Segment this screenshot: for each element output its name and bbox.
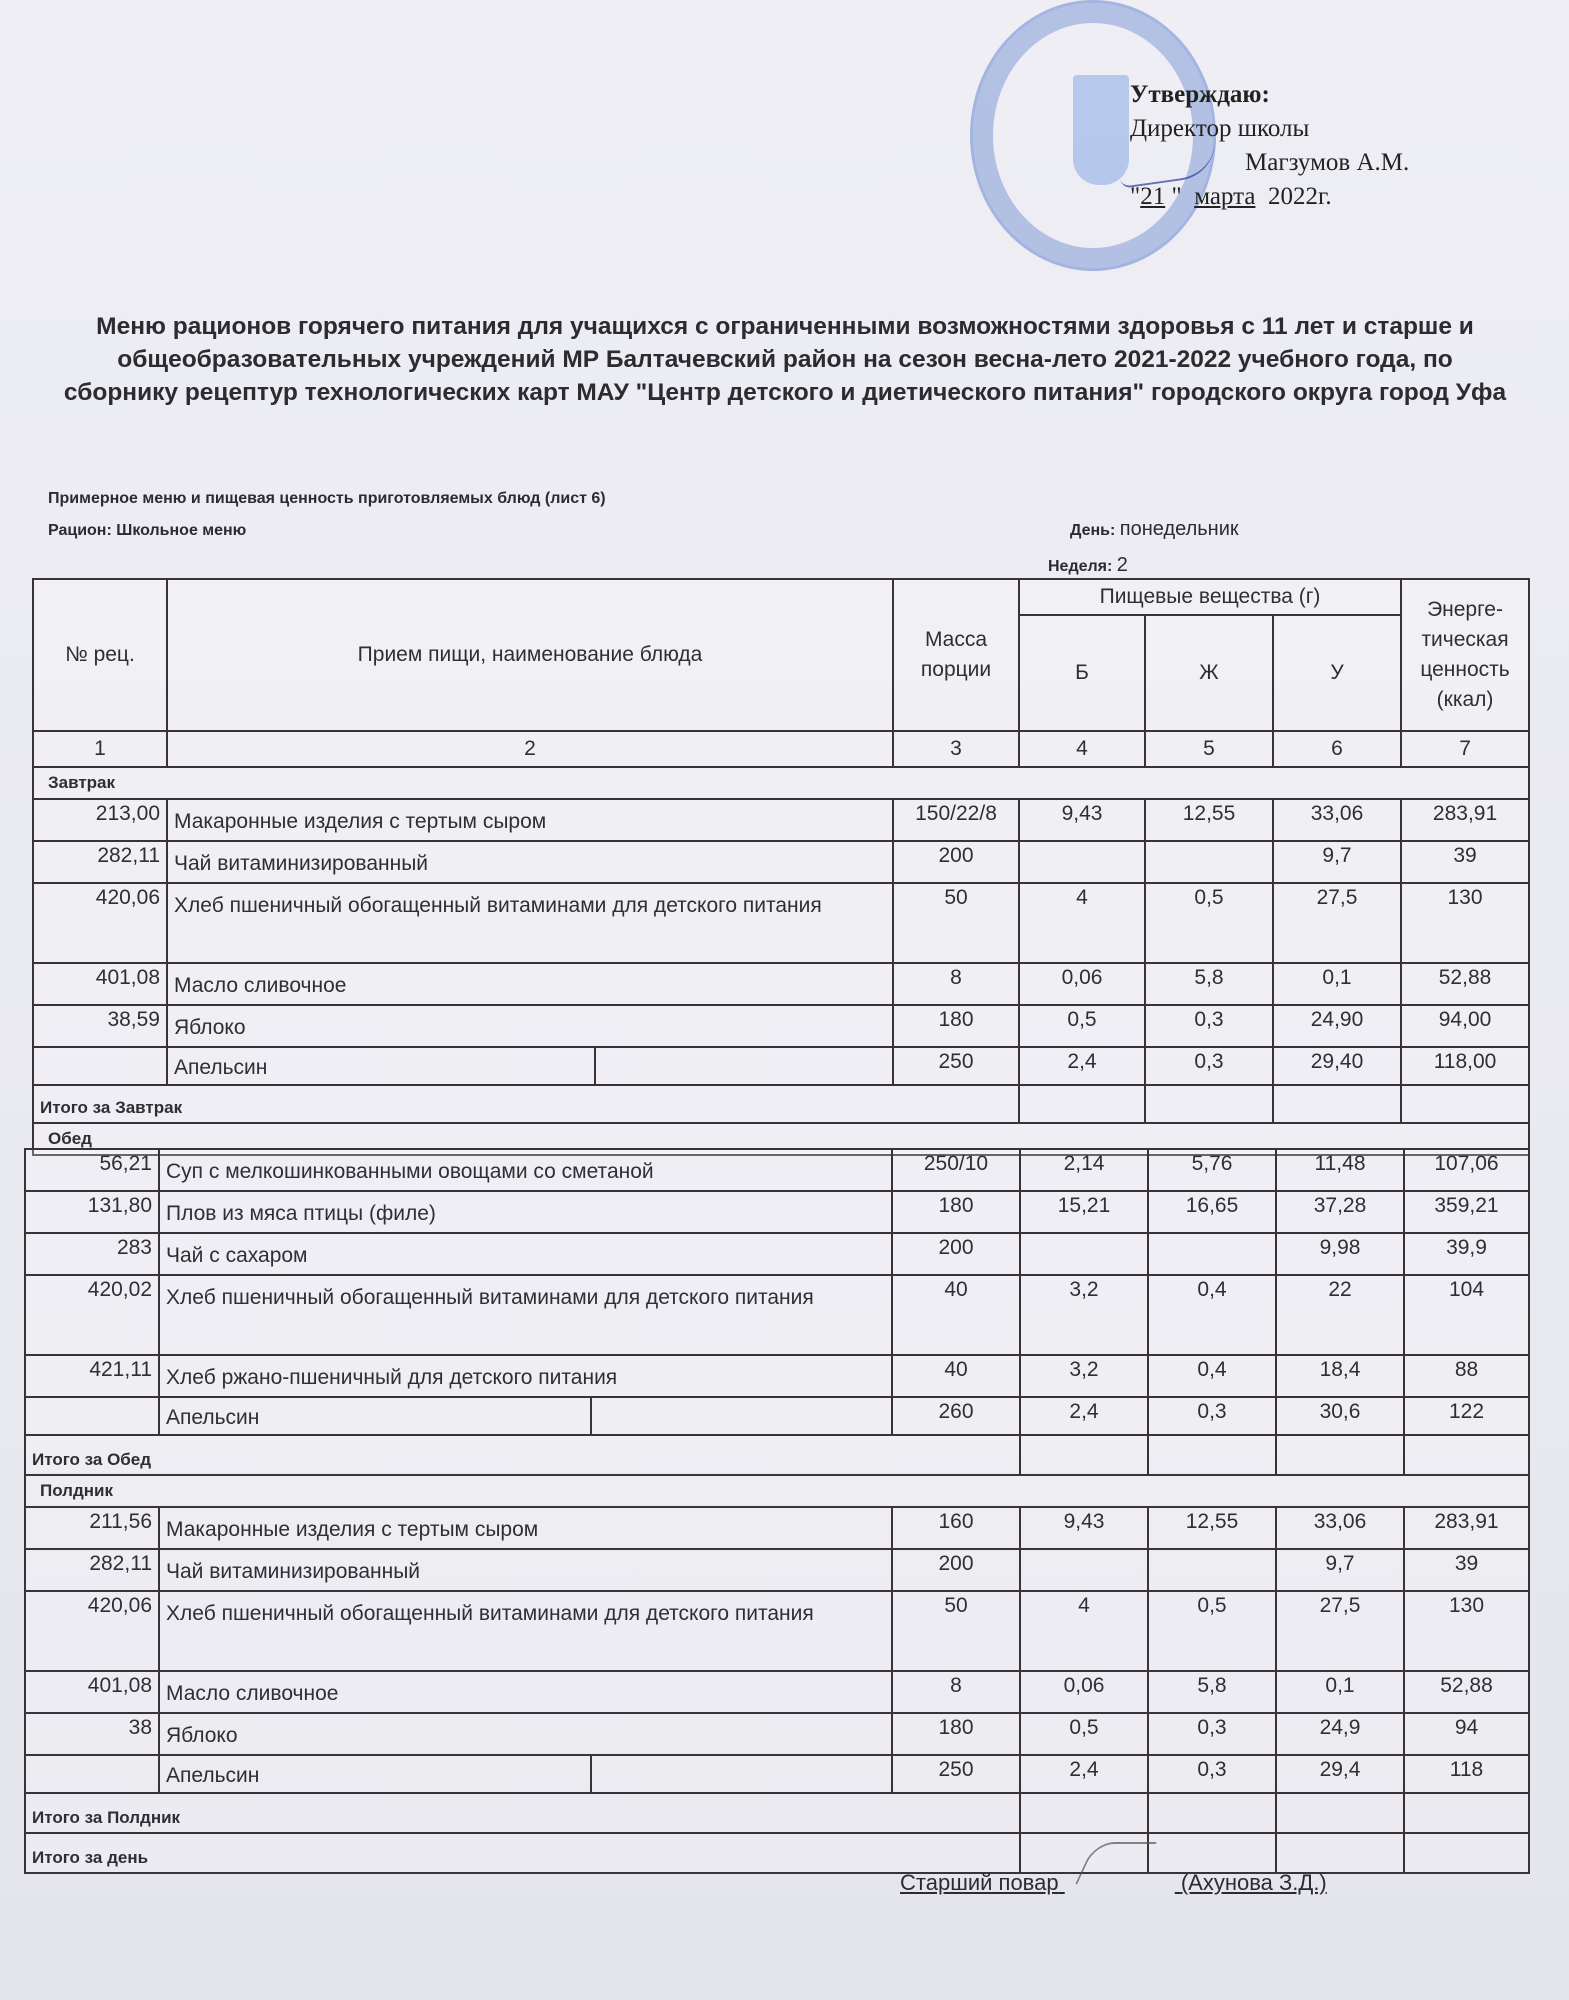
portion-mass: 160	[892, 1507, 1020, 1549]
fat-value: 16,65	[1148, 1191, 1276, 1233]
column-number-row	[33, 731, 1529, 767]
breakfast-rows	[33, 799, 1529, 1085]
rec-code: 282,11	[33, 841, 167, 883]
carb-value: 24,90	[1273, 1005, 1401, 1047]
approval-name: Магзумов А.М.	[1245, 149, 1410, 176]
dish-name: Хлеб пшеничный обогащенный витаминами для детского питания	[167, 883, 893, 963]
header-b: Б	[1019, 615, 1145, 731]
lunch-rows	[25, 1149, 1529, 1435]
dish-row	[25, 1355, 1529, 1397]
fat-value: 0,5	[1148, 1591, 1276, 1671]
carb-value: 9,7	[1276, 1549, 1404, 1591]
section-label: Полдник	[25, 1475, 1529, 1507]
dish-row	[25, 1591, 1529, 1671]
energy-value: 39	[1401, 841, 1529, 883]
protein-value: 9,43	[1019, 799, 1145, 841]
total-label: Итого за Завтрак	[33, 1085, 1019, 1123]
header-rec-no: № рец.	[33, 579, 167, 731]
cook-role: Старший повар	[900, 1870, 1059, 1895]
portion-mass: 50	[892, 1591, 1020, 1671]
header-row	[33, 579, 1529, 615]
dish-name: Чай витаминизированный	[159, 1549, 892, 1591]
fat-value: 5,8	[1145, 963, 1273, 1005]
carb-value: 30,6	[1276, 1397, 1404, 1435]
total-row-snack	[25, 1793, 1529, 1833]
total-cell	[1019, 1085, 1145, 1123]
energy-value: 130	[1401, 883, 1529, 963]
dish-row	[33, 1005, 1529, 1047]
portion-mass: 40	[892, 1355, 1020, 1397]
carb-value: 0,1	[1276, 1671, 1404, 1713]
energy-value: 94	[1404, 1713, 1529, 1755]
protein-value: 2,4	[1020, 1755, 1148, 1793]
total-cell	[1148, 1793, 1276, 1833]
protein-value	[1019, 841, 1145, 883]
dish-row	[25, 1233, 1529, 1275]
protein-value: 0,5	[1020, 1713, 1148, 1755]
protein-value: 2,14	[1020, 1149, 1148, 1191]
protein-value: 2,4	[1020, 1397, 1148, 1435]
fat-value	[1148, 1549, 1276, 1591]
col-number: 2	[167, 731, 893, 767]
section-label: Обед	[33, 1123, 1529, 1155]
energy-value: 88	[1404, 1355, 1529, 1397]
week-value: 2	[1116, 554, 1128, 576]
total-cell	[1404, 1833, 1529, 1873]
portion-mass: 50	[893, 883, 1019, 963]
week-label: Неделя:	[1048, 558, 1113, 575]
dish-row	[25, 1191, 1529, 1233]
dish-row	[25, 1149, 1529, 1191]
approval-date-year: 2022г.	[1267, 183, 1332, 210]
menu-table-bottom	[24, 1148, 1530, 1874]
carb-value: 18,4	[1276, 1355, 1404, 1397]
rec-code: 401,08	[25, 1671, 159, 1713]
dish-name: Макаронные изделия с тертым сыром	[159, 1507, 892, 1549]
total-label: Итого за день	[25, 1833, 1020, 1873]
ration-value: Школьное меню	[116, 522, 247, 539]
col-number: 1	[33, 731, 167, 767]
header-zh: Ж	[1145, 615, 1273, 731]
fat-value: 0,3	[1148, 1713, 1276, 1755]
portion-mass: 150/22/8	[893, 799, 1019, 841]
fat-value: 0,3	[1145, 1005, 1273, 1047]
col-number: 5	[1145, 731, 1273, 767]
dish-name: Хлеб пшеничный обогащенный витаминами для детского питания	[159, 1591, 892, 1671]
energy-value: 104	[1404, 1275, 1529, 1355]
day	[1070, 518, 1239, 541]
dish-name: Масло сливочное	[167, 963, 893, 1005]
dish-row	[33, 883, 1529, 963]
carb-value: 29,40	[1273, 1047, 1401, 1085]
energy-value: 283,91	[1401, 799, 1529, 841]
dish-name: Чай с сахаром	[159, 1233, 892, 1275]
energy-value: 118	[1404, 1755, 1529, 1793]
carb-value: 29,4	[1276, 1755, 1404, 1793]
rec-code: 401,08	[33, 963, 167, 1005]
fat-value: 12,55	[1148, 1507, 1276, 1549]
total-label: Итого за Обед	[25, 1435, 1020, 1475]
fat-value	[1148, 1233, 1276, 1275]
carb-value: 24,9	[1276, 1713, 1404, 1755]
protein-value: 0,06	[1020, 1671, 1148, 1713]
dish-name	[159, 1397, 892, 1435]
energy-value: 107,06	[1404, 1149, 1529, 1191]
protein-value: 0,06	[1019, 963, 1145, 1005]
total-cell	[1276, 1793, 1404, 1833]
dish-row	[25, 1755, 1529, 1793]
dish-name	[159, 1755, 892, 1793]
carb-value: 9,7	[1273, 841, 1401, 883]
protein-value: 4	[1020, 1591, 1148, 1671]
protein-value: 3,2	[1020, 1275, 1148, 1355]
dish-name: Яблоко	[167, 1005, 893, 1047]
fat-value: 0,5	[1145, 883, 1273, 963]
portion-mass: 180	[893, 1005, 1019, 1047]
dish-row	[33, 841, 1529, 883]
total-cell	[1401, 1085, 1529, 1123]
rec-code: 420,06	[33, 883, 167, 963]
rec-code	[25, 1755, 159, 1793]
total-cell	[1020, 1435, 1148, 1475]
approval-date-month: марта	[1194, 183, 1256, 210]
carb-value: 33,06	[1276, 1507, 1404, 1549]
menu-table-top	[32, 578, 1530, 1156]
cook-signature	[1065, 1860, 1175, 1890]
approval-position: Директор школы	[1130, 115, 1310, 142]
dish-name: Масло сливочное	[159, 1671, 892, 1713]
carb-value: 27,5	[1273, 883, 1401, 963]
rec-code: 213,00	[33, 799, 167, 841]
total-cell	[1276, 1435, 1404, 1475]
fat-value: 0,3	[1148, 1397, 1276, 1435]
protein-value: 0,5	[1019, 1005, 1145, 1047]
approval-date: "21 " марта 2022г.	[1130, 183, 1332, 210]
dish-name: Хлеб пшеничный обогащенный витаминами для детского питания	[159, 1275, 892, 1355]
dish-row	[33, 963, 1529, 1005]
rec-code: 420,02	[25, 1275, 159, 1355]
carb-value: 11,48	[1276, 1149, 1404, 1191]
header-energy: Энерге-тическая ценность (ккал)	[1401, 579, 1529, 731]
total-cell	[1273, 1085, 1401, 1123]
carb-value: 0,1	[1273, 963, 1401, 1005]
energy-value: 39,9	[1404, 1233, 1529, 1275]
week	[1048, 554, 1128, 577]
total-cell	[1404, 1793, 1529, 1833]
energy-value: 118,00	[1401, 1047, 1529, 1085]
header-nutrients: Пищевые вещества (г)	[1019, 579, 1401, 615]
dish-name: Чай витаминизированный	[167, 841, 893, 883]
cook-name: (Ахунова З.Д.)	[1180, 1870, 1327, 1895]
portion-mass: 40	[892, 1275, 1020, 1355]
energy-value: 52,88	[1404, 1671, 1529, 1713]
dish-row	[25, 1275, 1529, 1355]
protein-value: 3,2	[1020, 1355, 1148, 1397]
rec-code	[33, 1047, 167, 1085]
dish-name: Суп с мелкошинкованными овощами со сметаной	[159, 1149, 892, 1191]
rec-code: 283	[25, 1233, 159, 1275]
portion-mass: 260	[892, 1397, 1020, 1435]
energy-value: 52,88	[1401, 963, 1529, 1005]
rec-code: 38,59	[33, 1005, 167, 1047]
total-cell	[1020, 1793, 1148, 1833]
total-cell	[1404, 1435, 1529, 1475]
dish-row	[25, 1671, 1529, 1713]
document-title: Меню рационов горячего питания для учащихся с ограниченными возможностями здоровья с 11 лет и старше и общеобразовательных учреждений МР Балтачевский район на сезон весна-лето 2021-2022 учебного года, по сборнику рецептур технологических карт МАУ "Центр детского и диетического питания" городского округа город Уфа	[63, 313, 1507, 406]
approval-date-day: 21	[1140, 183, 1166, 210]
portion-mass: 8	[892, 1671, 1020, 1713]
portion-mass: 180	[892, 1713, 1020, 1755]
subtitle: Примерное меню и пищевая ценность приготовляемых блюд (лист 6)	[48, 490, 606, 507]
snack-rows	[25, 1507, 1529, 1793]
portion-mass: 200	[892, 1233, 1020, 1275]
energy-value: 130	[1404, 1591, 1529, 1671]
dish-name-text: Апельсин	[160, 1756, 592, 1792]
col-number: 6	[1273, 731, 1401, 767]
energy-value: 283,91	[1404, 1507, 1529, 1549]
col-number: 4	[1019, 731, 1145, 767]
fat-value: 5,8	[1148, 1671, 1276, 1713]
fat-value: 5,76	[1148, 1149, 1276, 1191]
ration-label: Рацион:	[48, 522, 112, 539]
section-row-snack	[25, 1475, 1529, 1507]
carb-value: 27,5	[1276, 1591, 1404, 1671]
portion-mass: 180	[892, 1191, 1020, 1233]
portion-mass: 250	[893, 1047, 1019, 1085]
total-row-breakfast	[33, 1085, 1529, 1123]
total-cell	[1148, 1435, 1276, 1475]
day-value: понедельник	[1119, 518, 1239, 540]
rec-code	[25, 1397, 159, 1435]
dish-row	[25, 1397, 1529, 1435]
energy-value: 122	[1404, 1397, 1529, 1435]
energy-value: 39	[1404, 1549, 1529, 1591]
cook-signature-line	[900, 1860, 1327, 1896]
col-number: 7	[1401, 731, 1529, 767]
section-row-breakfast	[33, 767, 1529, 799]
dish-name: Макаронные изделия с тертым сыром	[167, 799, 893, 841]
header-u: У	[1273, 615, 1401, 731]
energy-value: 359,21	[1404, 1191, 1529, 1233]
fat-value: 0,4	[1148, 1275, 1276, 1355]
approval-block	[1130, 78, 1409, 214]
total-row-lunch	[25, 1435, 1529, 1475]
header-dish: Прием пищи, наименование блюда	[167, 579, 893, 731]
rec-code: 56,21	[25, 1149, 159, 1191]
total-cell	[1145, 1085, 1273, 1123]
header-mass: Масса порции	[893, 579, 1019, 731]
portion-mass: 200	[892, 1549, 1020, 1591]
approval-heading: Утверждаю:	[1130, 81, 1270, 108]
fat-value	[1145, 841, 1273, 883]
dish-row	[25, 1713, 1529, 1755]
portion-mass: 250/10	[892, 1149, 1020, 1191]
rec-code: 420,06	[25, 1591, 159, 1671]
dish-row	[33, 1047, 1529, 1085]
fat-value: 0,3	[1145, 1047, 1273, 1085]
dish-row	[33, 799, 1529, 841]
protein-value	[1020, 1233, 1148, 1275]
protein-value: 2,4	[1019, 1047, 1145, 1085]
dish-name: Яблоко	[159, 1713, 892, 1755]
portion-mass: 8	[893, 963, 1019, 1005]
total-label: Итого за Полдник	[25, 1793, 1020, 1833]
portion-mass: 200	[893, 841, 1019, 883]
section-label: Завтрак	[33, 767, 1529, 799]
dish-row	[25, 1549, 1529, 1591]
rec-code: 282,11	[25, 1549, 159, 1591]
fat-value: 12,55	[1145, 799, 1273, 841]
ration	[48, 522, 246, 540]
rec-code: 38	[25, 1713, 159, 1755]
dish-name: Хлеб ржано-пшеничный для детского питания	[159, 1355, 892, 1397]
fat-value: 0,3	[1148, 1755, 1276, 1793]
rec-code: 211,56	[25, 1507, 159, 1549]
dish-name	[167, 1047, 893, 1085]
day-label: День:	[1070, 522, 1116, 539]
carb-value: 37,28	[1276, 1191, 1404, 1233]
col-number: 3	[893, 731, 1019, 767]
energy-value: 94,00	[1401, 1005, 1529, 1047]
dish-name-text: Апельсин	[168, 1048, 596, 1084]
fat-value: 0,4	[1148, 1355, 1276, 1397]
carb-value: 33,06	[1273, 799, 1401, 841]
dish-row	[25, 1507, 1529, 1549]
protein-value: 4	[1019, 883, 1145, 963]
protein-value	[1020, 1549, 1148, 1591]
rec-code: 421,11	[25, 1355, 159, 1397]
protein-value: 9,43	[1020, 1507, 1148, 1549]
carb-value: 22	[1276, 1275, 1404, 1355]
portion-mass: 250	[892, 1755, 1020, 1793]
dish-name-text: Апельсин	[160, 1398, 592, 1434]
protein-value: 15,21	[1020, 1191, 1148, 1233]
rec-code: 131,80	[25, 1191, 159, 1233]
dish-name: Плов из мяса птицы (филе)	[159, 1191, 892, 1233]
carb-value: 9,98	[1276, 1233, 1404, 1275]
